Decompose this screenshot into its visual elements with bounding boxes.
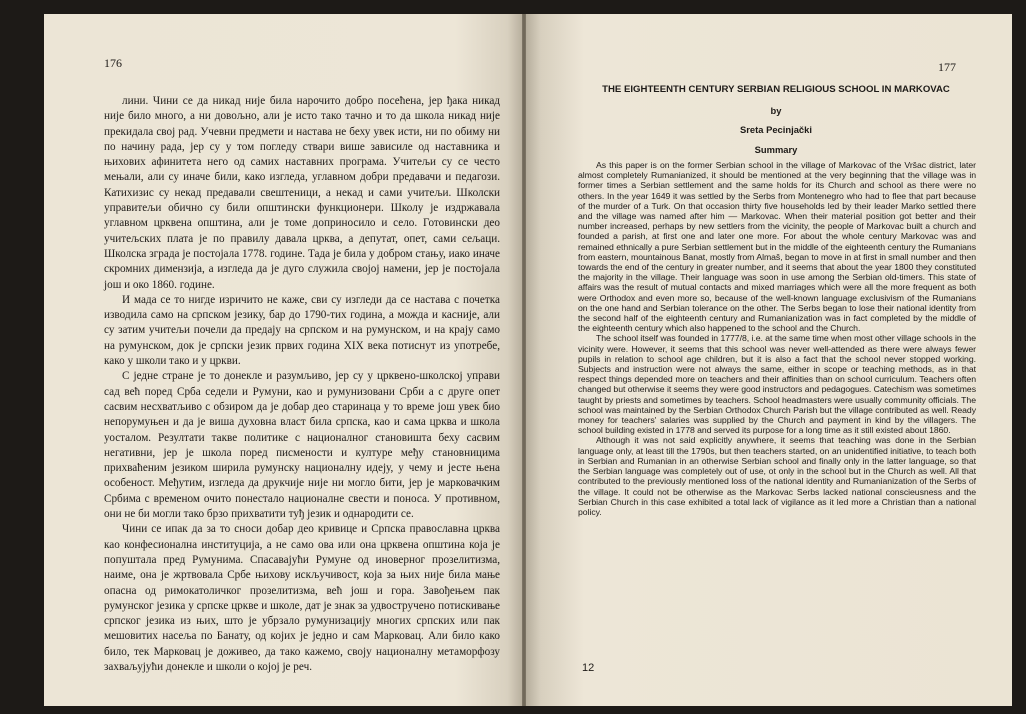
signature-number: 12 bbox=[582, 662, 595, 674]
page-number: 177 bbox=[938, 60, 956, 74]
summary-text bbox=[578, 160, 976, 517]
paragraph: лини. Чини се да никад није била нарочито добро посећена, јер ђака никад није било много, а ни довољно, али је исто тако тачно и то да школа никад није прекидала свој рад. Учевни предмети и настава не беху увек исти, ни по обиму ни по начину рада, јер су у том погледу ствари више зависиле од наставника и њихових афинитета него од самих наставних програма. Учитељи су се често мењали, али су иначе били, како изгледа, углавном добри предавачи и педагози. Катихизис су некад предавали свештеници, а некад и сами учитељи. Школски управитељи обично су били општински функционери. Школу је издржавала углавном црквена општина, али је томе доприносило и село. Готовински део учитељских плата је по правилу давала црква, а депутат, опет, сами сељаци. Школска зграда је постојала 1778. године. Тада је била у добром стању, иако иначе скромних димензија, а изгледа да је дуго служила својој намени, јер је постојала још и око 1860. године. bbox=[104, 95, 500, 291]
body-text bbox=[104, 94, 500, 675]
paragraph: As this paper is on the former Serbian school in the village of Markovac of the Vršac district, later almost completely Rumanianized, it should be mentioned at the very beginning that the village was in former times a Serbian settlement and the same holds for its Church and school as there were no others. In the year 1649 it was settled by the Serbs from Montenegro who had to flee that part because of the murder of a Turk. On that occasion thirty five households led by their leader Marko settled there and the village was named after him — Markovac. When their material position got better and their number increased, perhaps by new settlers from the vicinity, the people of Markovac built a church and founded a parish, at first one and later one more. For about the whole century Markovac was and remained ethnically a pure Serbian settlement but in the middle of the eighteenth century the Rumanians from eastern, mountainous Banat, mostly from Almaš, began to move in at first in small number and then towards the end of the century in greater number, and it seems that about the year 1800 they constituted the majority in the village. Their language was soon in use among the Serbian old-timers. This state of affairs was the result of mutual contacts and mixed marriages which were all the more frequent as both were Orthodox and even more so, because of the well-known language exclusivism of the Rumanians on the one hand and Serbian tolerance on the other. The Serbs began to lose their national identity from the second half of the eighteenth century and Rumanianization was in fact completed by the middle of the eighteenth century which also happened to the school and the Church. bbox=[578, 160, 976, 334]
section-heading: Summary bbox=[754, 144, 798, 155]
author-name: Sreta Pecinjački bbox=[740, 124, 812, 135]
left-page bbox=[44, 14, 522, 706]
paragraph: И мада се то нигде изричито не каже, сви су изгледи да се настава с почетка изводила само на српском језику, бар до 1790-тих година, а можда и касније, али су затим учитељи почели да предају на српском и на румунском, и на крају само на румунском, док је српски језик првих година XIX века потиснут из употребе, како у школи тако и у цркви. bbox=[104, 293, 500, 368]
page-number: 176 bbox=[104, 56, 122, 70]
paragraph: Чини се ипак да за то сноси добар део кривице и Српска православна црква као конфесионална институција, а не само ова или она црквена општина која је попуштала пред Румунима. Спасавајући Румуне од иноверног прозелитизма, наиме, она је жртвовала Србе њихову искључивост, која за њих није била мање опасна од римокатоличког прозелитизма, већ још и гора. Завођењем пак румунског језика у српске цркве и школе, дат је знак за удвостручено потискивање српског језика из њих, што је убрзало румунизацију многих српских или пак мешовитих насеља по Банату, од којих је једно и сам Марковац. Али било како било, тек Марковац је доживео, да тако кажемо, своју националну метаморфозу захваљујући донекле и школи о којој је реч. bbox=[104, 523, 500, 673]
right-page bbox=[526, 14, 1012, 706]
paragraph: С једне стране је то донекле и разумљиво, јер су у црквено-школској управи сад већ поред Срба седели и Румуни, као и румунизовани Срби а с друге опет сасвим несхватљиво с обзиром да је добар део старинаца у то време још увек био непорумуњен и да је виша духовна власт била српска, као и сама црква и школа уосталом. Резултати такве политике с националног становишта беху сасвим негативни, јер је школа поред писмености и културе међу становницима прихваћеним језиком ширила румунску националну идеју, у чему и јесте њена особеност. Међутим, изгледа да друкчије није ни могло бити, јер је марковачким Србима с временом очито понестало националне свести и поноса. У противном, они не би могли тако брзо прихватити туђ језик и однародити се. bbox=[104, 370, 500, 521]
paragraph: The school itself was founded in 1777/8, i.e. at the same time when most other village schools in the vicinity were. However, it seems that this school was never well-attended as there were always fewer pupils in relation to school age children, but it is also a fact that the school never stopped working. Subjects and instruction were not always the same, either in scope or teaching methods, as in that respect things depended more on teachers and their affinities than on school curriculum. Teachers often changed but otherwise it seems they were good instructors and pedagogues. Catechism was sometimes taught by priests and sometimes by teachers. School headmasters were usually community officials. The school was maintained by the Serbian Orthodox Church Parish but the village contributed as well. Ready money for teachers' salaries was supplied by the Church and payment in kind by the villagers. The school building existed in 1778 and served its purpose for a long time as it still existed about 1860. bbox=[578, 333, 976, 436]
paragraph: Although it was not said explicitly anywhere, it seems that teaching was done in the Serbian language only, at least till the 1790s, but then teachers started, on an unidentified initiative, to teach both in Serbian and Rumanian in an otherwise Serbian school and finally only in the latter language, so that the Serbian language was completely out of use, ot only in the school but in the Church as well. All that contributed to the previously mentioned loss of the national identity and Rumanianization of the Serbs of the village. It could not be otherwise as the Markovac Serbs lacked national conscieusness and the Serbian Church in this case exhibited a total lack of vigilance as it led more a Christian than a national policy. bbox=[578, 435, 976, 517]
byline: by bbox=[770, 105, 782, 116]
article-title: THE EIGHTEENTH CENTURY SERBIAN RELIGIOUS SCHOOL IN MARKOVAC bbox=[602, 84, 950, 95]
